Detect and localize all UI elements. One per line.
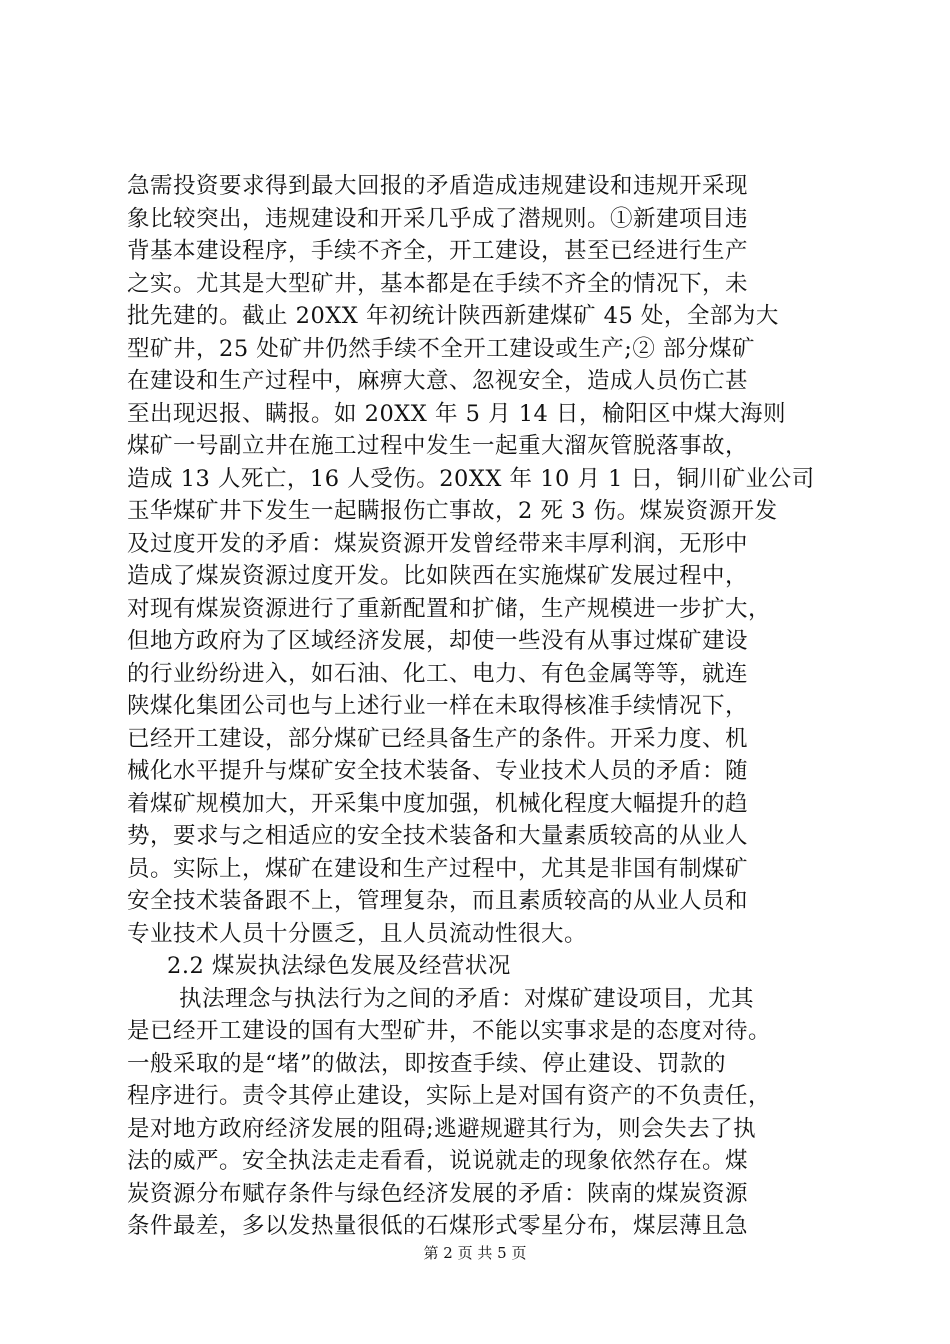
body-line: 至出现迟报、瞒报。如 20XX 年 5 月 14 日，榆阳区中煤大海则 [127, 400, 787, 427]
body-line: 煤矿一号副立井在施工过程中发生一起重大溜灰管脱落事故， [127, 433, 749, 459]
body-line: 及过度开发的矛盾：煤炭资源开发曾经带来丰厚利润，无形中 [127, 530, 749, 557]
section-heading: 2.2 煤炭执法绿色发展及经营状况 [167, 953, 511, 979]
body-line: 着煤矿规模加大，开采集中度加强，机械化程度大幅提升的趋 [127, 790, 749, 817]
body-line: 之实。尤其是大型矿井，基本都是在手续不齐全的情况下，未 [127, 270, 749, 297]
body-line: 已经开工建设，部分煤矿已经具备生产的条件。开采力度、机 [127, 725, 749, 752]
body-line: 型矿井，25 处矿井仍然手续不全开工建设或生产;② 部分煤矿 [127, 335, 756, 362]
body-line: 势，要求与之相适应的安全技术装备和大量素质较高的从业人 [127, 823, 749, 849]
body-line: 法的威严。安全执法走走看看，说说就走的现象依然存在。煤 [127, 1148, 749, 1174]
body-line: 条件最差，多以发热量很低的石煤形式零星分布，煤层薄且急 [127, 1213, 749, 1239]
body-line: 是对地方政府经济发展的阻碍;逃避规避其行为，则会失去了执 [127, 1115, 757, 1142]
body-line: 员。实际上，煤矿在建设和生产过程中，尤其是非国有制煤矿 [127, 855, 749, 882]
body-line: 械化水平提升与煤矿安全技术装备、专业技术人员的矛盾：随 [127, 758, 749, 784]
body-line: 专业技术人员十分匮乏，且人员流动性很大。 [127, 920, 588, 947]
body-line: 一般采取的是“堵”的做法，即按查手续、停止建设、罚款的 [127, 1050, 727, 1077]
body-line: 陕煤化集团公司也与上述行业一样在未取得核准手续情况下， [127, 693, 749, 719]
body-line: 造成 13 人死亡，16 人受伤。20XX 年 10 月 1 日，铜川矿业公司 [127, 465, 815, 492]
body-line: 造成了煤炭资源过度开发。比如陕西在实施煤矿发展过程中， [127, 563, 749, 589]
body-line: 在建设和生产过程中，麻痹大意、忽视安全，造成人员伤亡甚 [127, 368, 749, 394]
body-line: 程序进行。责令其停止建设，实际上是对国有资产的不负责任， [127, 1083, 772, 1109]
body-line: 炭资源分布赋存条件与绿色经济发展的矛盾：陕南的煤炭资源 [127, 1180, 749, 1207]
body-line: 是已经开工建设的国有大型矿井，不能以实事求是的态度对待。 [127, 1018, 772, 1044]
body-line: 但地方政府为了区域经济发展，却使一些没有从事过煤矿建设 [127, 628, 749, 654]
document-body [127, 170, 827, 1243]
body-line: 背基本建设程序，手续不齐全，开工建设，甚至已经进行生产 [127, 238, 749, 264]
body-line: 急需投资要求得到最大回报的矛盾造成违规建设和违规开采现 [127, 173, 749, 199]
body-line: 执法理念与执法行为之间的矛盾：对煤矿建设项目，尤其 [179, 985, 755, 1012]
page-number-footer: 第 2 页 共 5 页 [423, 1244, 527, 1262]
body-line: 象比较突出，违规建设和开采几乎成了潜规则。①新建项目违 [127, 205, 749, 232]
body-line: 的行业纷纷进入，如石油、化工、电力、有色金属等等，就连 [127, 660, 749, 687]
body-line: 玉华煤矿井下发生一起瞒报伤亡事故，2 死 3 伤。煤炭资源开发 [127, 498, 778, 524]
body-line: 安全技术装备跟不上，管理复杂，而且素质较高的从业人员和 [127, 888, 749, 914]
body-line: 对现有煤炭资源进行了重新配置和扩储，生产规模进一步扩大， [127, 595, 772, 622]
body-line: 批先建的。截止 20XX 年初统计陕西新建煤矿 45 处，全部为大 [127, 303, 779, 329]
